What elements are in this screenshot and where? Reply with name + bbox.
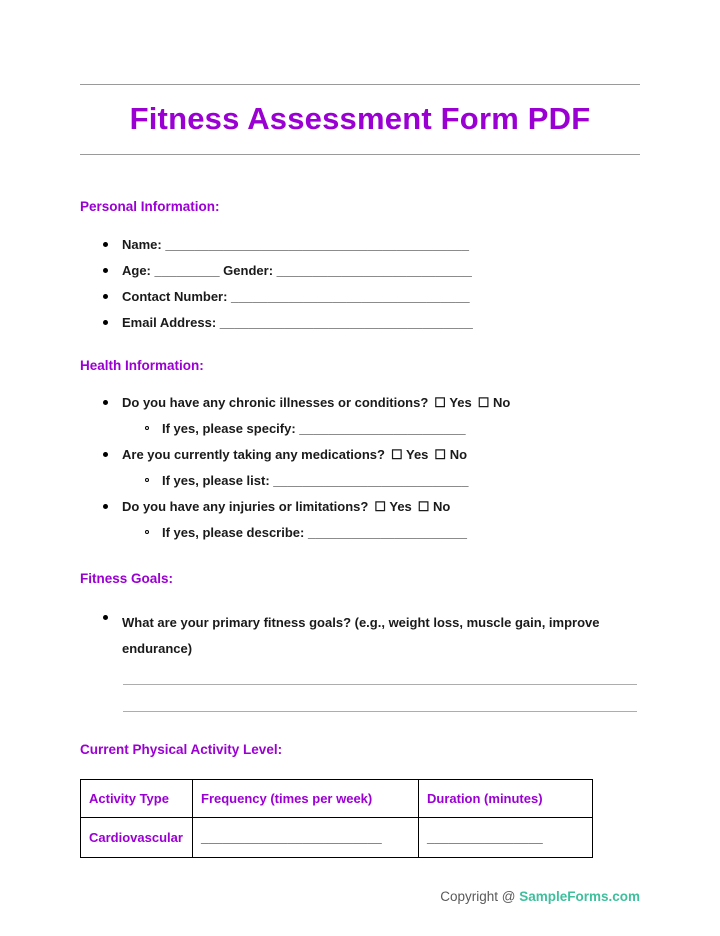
health-question-chronic: [103, 395, 640, 411]
followup-label: If yes, please specify: _______________________: [162, 421, 466, 436]
bullet-icon: [103, 452, 108, 457]
sub-bullet-icon: [145, 426, 149, 430]
question-text: Do you have any chronic illnesses or conditions?: [122, 395, 429, 410]
question-text: Do you have any injuries or limitations?: [122, 499, 369, 514]
bullet-icon: [103, 400, 108, 405]
bullet-icon: [103, 242, 108, 247]
yes-checkbox[interactable]: ☐ Yes: [374, 499, 412, 514]
no-checkbox[interactable]: ☐ No: [434, 447, 468, 462]
yes-checkbox[interactable]: ☐ Yes: [390, 447, 429, 462]
list-item-name: [103, 237, 640, 253]
bullet-icon: [103, 294, 108, 299]
activity-level-heading: Current Physical Activity Level:: [80, 742, 283, 757]
table-cell-activity-type: Cardiovascular: [81, 818, 193, 858]
name-field-label: Name: __________________________________________: [122, 237, 470, 252]
table-cell-duration: ________________: [419, 818, 593, 858]
health-question-medications: [103, 447, 640, 463]
contact-field-label: Contact Number: _________________________________: [122, 289, 470, 304]
email-field-label: Email Address: ___________________________________: [122, 315, 473, 330]
table-header-duration: Duration (minutes): [419, 780, 593, 818]
answer-line: [123, 711, 637, 712]
health-info-list: [80, 395, 640, 541]
activity-table: [80, 779, 593, 858]
bullet-icon: [103, 615, 108, 620]
table-header-row: [81, 780, 593, 818]
followup-label: If yes, please describe: ______________________: [162, 525, 468, 540]
no-checkbox[interactable]: ☐ No: [417, 499, 451, 514]
answer-line: [123, 684, 637, 685]
sub-bullet-icon: [145, 530, 149, 534]
no-checkbox[interactable]: ☐ No: [477, 395, 511, 410]
followup-label: If yes, please list: ___________________________: [162, 473, 469, 488]
bullet-icon: [103, 504, 108, 509]
table-cell-frequency: _________________________: [193, 818, 419, 858]
yes-checkbox[interactable]: ☐ Yes: [434, 395, 472, 410]
health-followup-list: [145, 473, 640, 489]
health-question-injuries: [103, 499, 640, 515]
health-info-heading: Health Information:: [80, 358, 204, 373]
table-header-frequency: Frequency (times per week): [193, 780, 419, 818]
fitness-goals-heading: Fitness Goals:: [80, 571, 174, 586]
list-item-contact: [103, 289, 640, 305]
health-followup-describe: [145, 525, 640, 541]
page-title: Fitness Assessment Form PDF: [129, 101, 591, 136]
age-gender-field-label: Age: _________ Gender: ___________________________: [122, 263, 472, 278]
table-header-activity-type: Activity Type: [81, 780, 193, 818]
bullet-icon: [103, 268, 108, 273]
health-followup-specify: [145, 421, 640, 437]
list-item-email: [103, 315, 640, 331]
brand-link[interactable]: SampleForms.com: [519, 889, 640, 904]
table-row: [81, 818, 593, 858]
copyright-text: Copyright @: [440, 889, 516, 904]
sub-bullet-icon: [145, 478, 149, 482]
goal-question-text: What are your primary fitness goals? (e.g., weight loss, muscle gain, improve endurance): [122, 615, 600, 656]
footer: [80, 889, 640, 904]
title-divider-bottom: [80, 154, 640, 155]
question-text: Are you currently taking any medications?: [122, 447, 385, 462]
list-item-age-gender: [103, 263, 640, 279]
fitness-goal-question: [103, 610, 640, 662]
bullet-icon: [103, 320, 108, 325]
personal-info-list: [80, 237, 640, 331]
personal-info-heading: Personal Information:: [80, 199, 220, 214]
